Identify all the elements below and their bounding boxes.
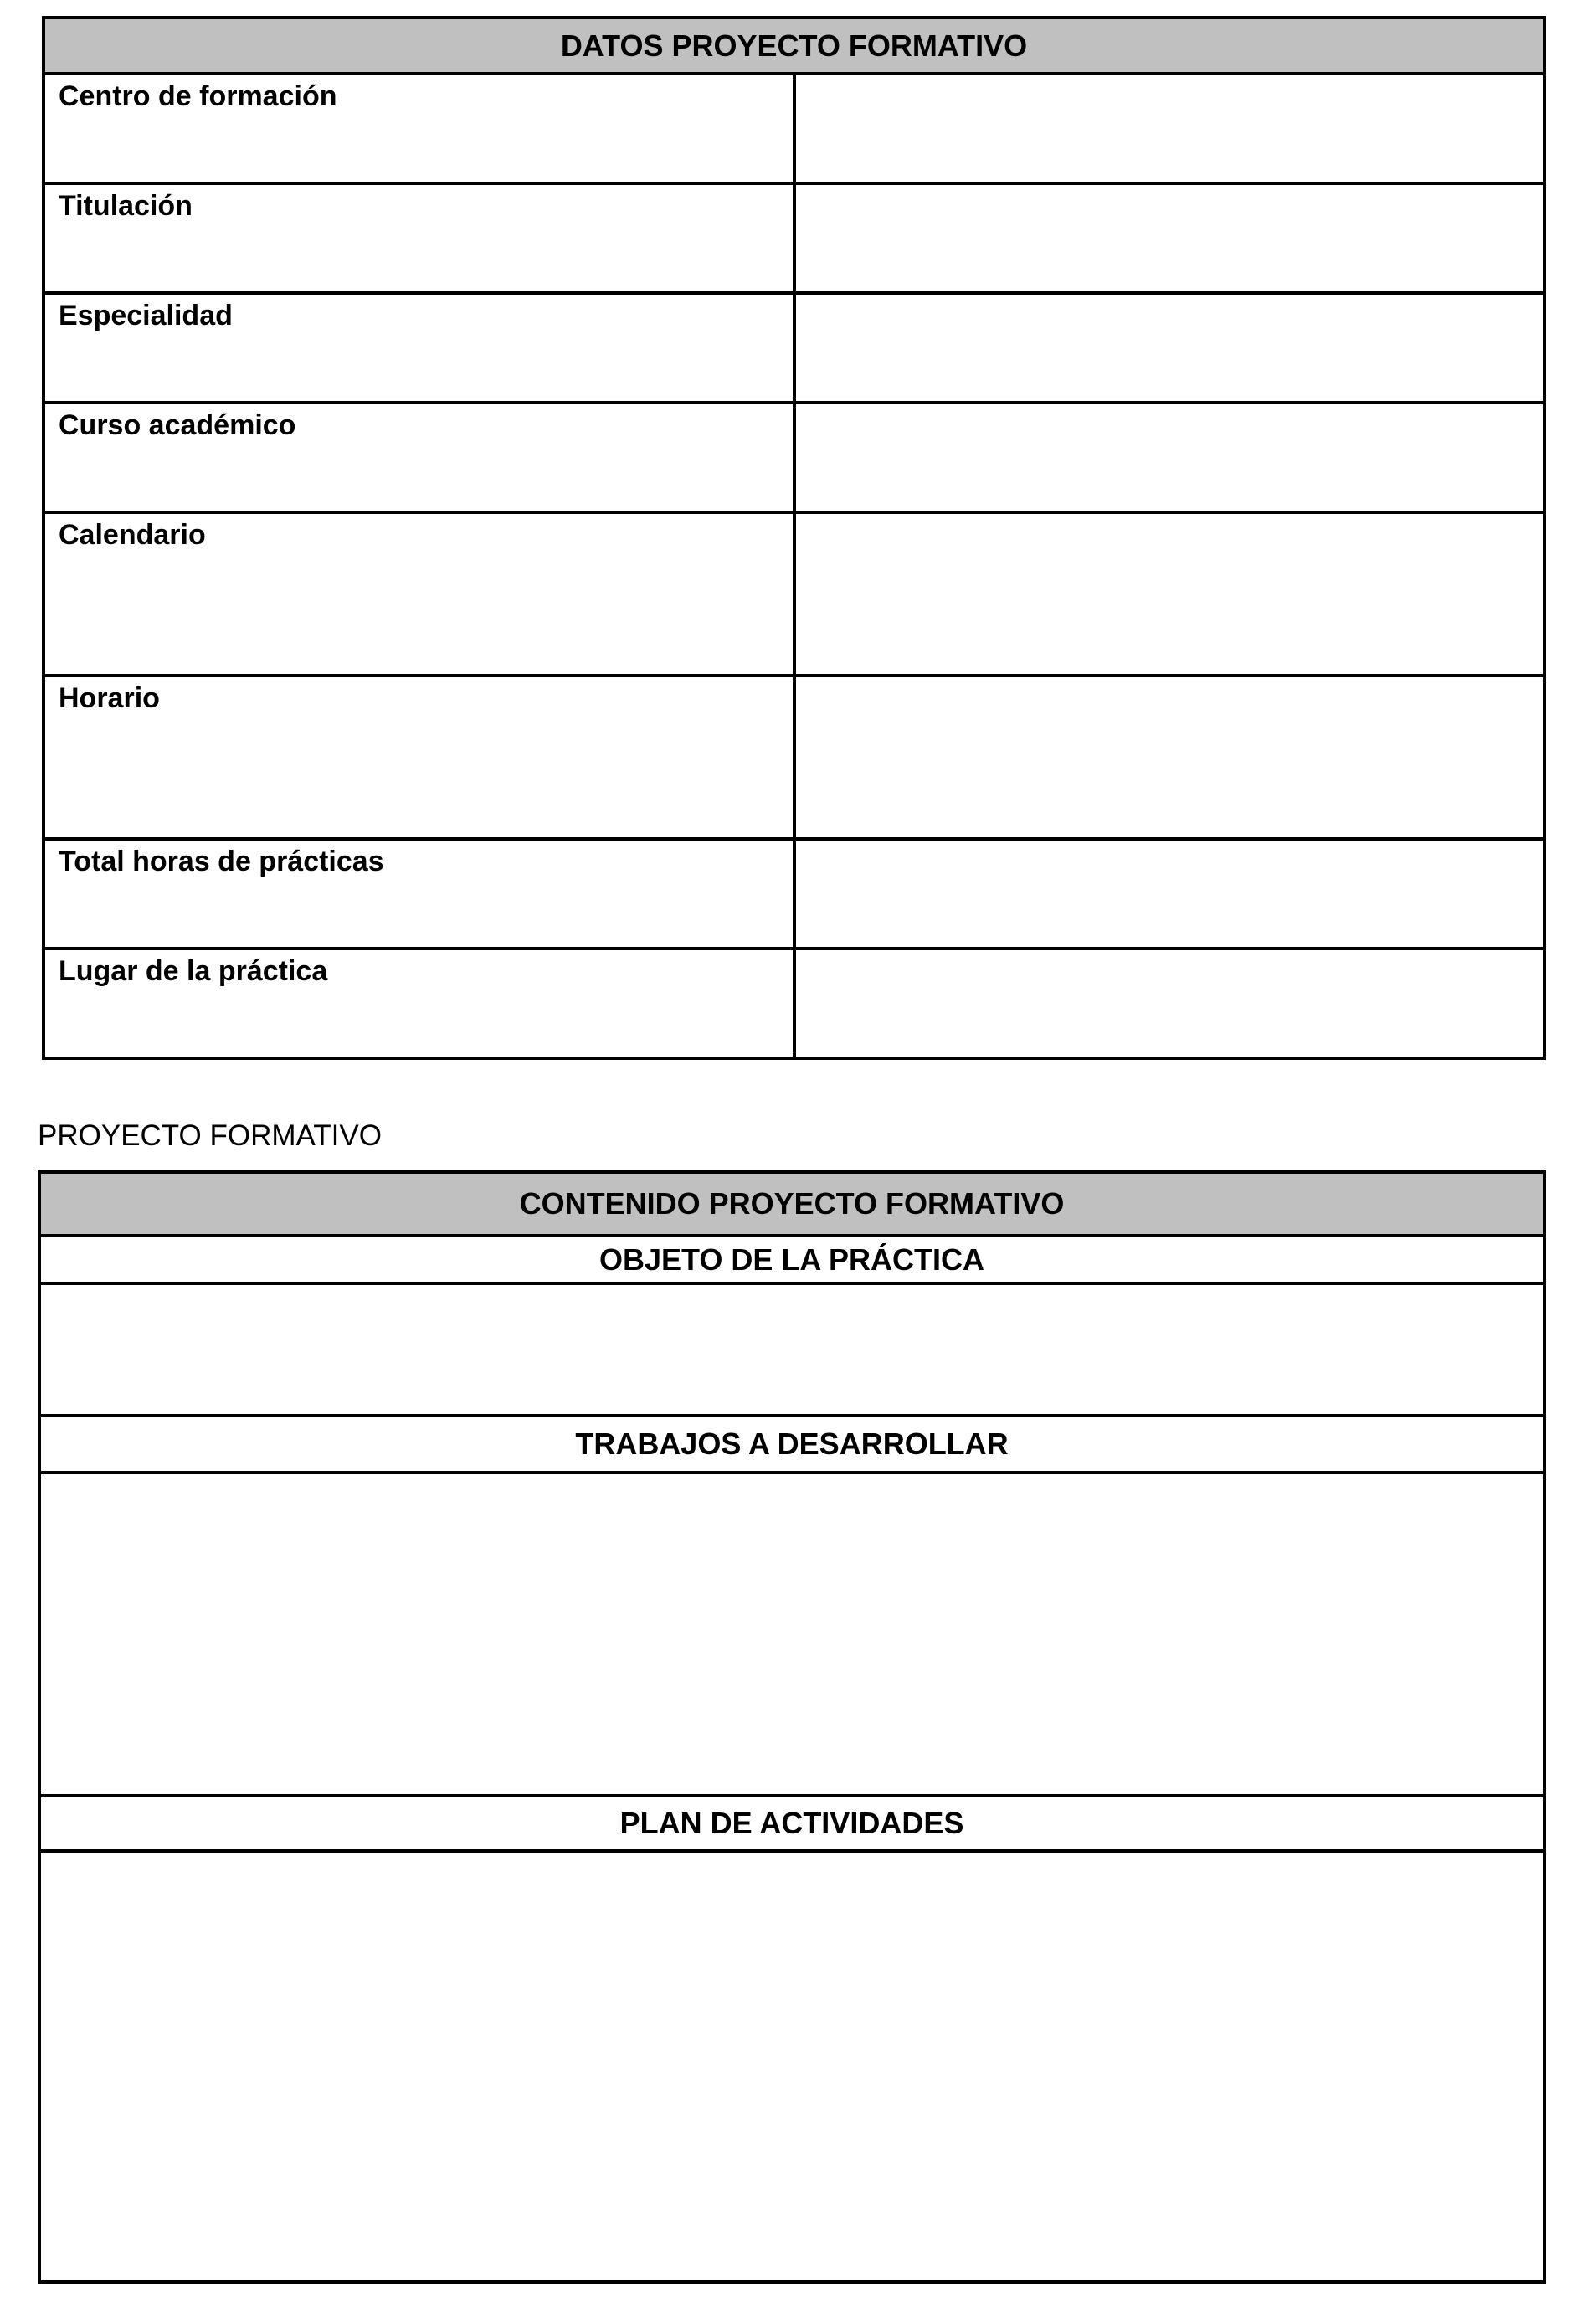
form-row-curso (44, 403, 1544, 512)
field-titulacion[interactable] (794, 183, 1545, 293)
section-title-trabajos: TRABAJOS A DESARROLLAR (39, 1416, 1544, 1473)
section-caption: PROYECTO FORMATIVO (38, 1119, 382, 1152)
form-row-total-horas (44, 839, 1544, 949)
contenido-proyecto-table (38, 1170, 1546, 2284)
objeto-body-row (39, 1283, 1544, 1416)
objeto-title-row (39, 1236, 1544, 1283)
label-centro-de-formacion: Centro de formación (44, 74, 794, 183)
field-total-horas[interactable] (794, 839, 1545, 949)
contenido-header-row (39, 1172, 1544, 1236)
section-title-plan: PLAN DE ACTIVIDADES (39, 1796, 1544, 1851)
field-calendario[interactable] (794, 512, 1545, 676)
plan-title-row (39, 1796, 1544, 1851)
form-row-especialidad (44, 293, 1544, 403)
label-horario: Horario (44, 676, 794, 839)
plan-body-row (39, 1851, 1544, 2282)
form-row-lugar (44, 949, 1544, 1058)
contenido-table-title: CONTENIDO PROYECTO FORMATIVO (39, 1172, 1544, 1236)
label-curso-academico: Curso académico (44, 403, 794, 512)
field-lugar-de-la-practica[interactable] (794, 949, 1545, 1058)
datos-header-row (44, 18, 1544, 74)
field-objeto-de-la-practica[interactable] (39, 1283, 1544, 1416)
label-especialidad: Especialidad (44, 293, 794, 403)
label-lugar-de-la-practica: Lugar de la práctica (44, 949, 794, 1058)
form-row-calendario (44, 512, 1544, 676)
field-horario[interactable] (794, 676, 1545, 839)
form-row-centro (44, 74, 1544, 183)
datos-table-title: DATOS PROYECTO FORMATIVO (44, 18, 1544, 74)
field-curso-academico[interactable] (794, 403, 1545, 512)
form-row-horario (44, 676, 1544, 839)
field-plan-de-actividades[interactable] (39, 1851, 1544, 2282)
field-especialidad[interactable] (794, 293, 1545, 403)
label-total-horas: Total horas de prácticas (44, 839, 794, 949)
field-trabajos-a-desarrollar[interactable] (39, 1473, 1544, 1796)
form-row-titulacion (44, 183, 1544, 293)
section-title-objeto: OBJETO DE LA PRÁCTICA (39, 1236, 1544, 1283)
field-centro-de-formacion[interactable] (794, 74, 1545, 183)
trabajos-title-row (39, 1416, 1544, 1473)
trabajos-body-row (39, 1473, 1544, 1796)
datos-proyecto-table (42, 16, 1546, 1060)
label-calendario: Calendario (44, 512, 794, 676)
label-titulacion: Titulación (44, 183, 794, 293)
